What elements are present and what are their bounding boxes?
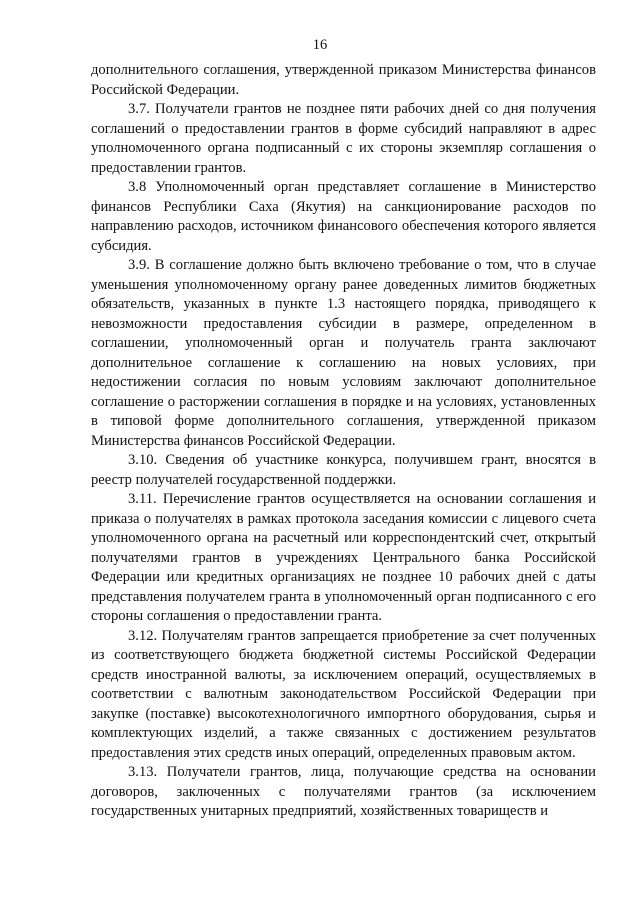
paragraph-3-8: 3.8 Уполномоченный орган представляет соглашение в Министерство финансов Республики Саха (Якутия) на санкционирование расходов по направлению расходов, источником финансового обеспечения которого является субсидия. <box>91 179 596 254</box>
page-number: 16 <box>312 37 328 53</box>
document-body <box>91 61 596 822</box>
paragraph-continuation: дополнительного соглашения, утвержденной приказом Министерства финансов Российской Федерации. <box>91 62 596 98</box>
paragraph-3-11: 3.11. Перечисление грантов осуществляется на основании соглашения и приказа о получателях в рамках протокола заседания комиссии с лицевого счета уполномоченного органа на расчетный или корреспондентский счет, открытый получателями грантов в учреждениях Центрального банка Российской Федерации или кредитных организациях не позднее 10 рабочих дней с даты представления получателем гранта в уполномоченный орган подписанного с его стороны соглашения о предоставлении гранта. <box>91 491 596 624</box>
paragraph-3-13: 3.13. Получатели грантов, лица, получающие средства на основании договоров, заключенных с получателями грантов (за исключением государственных унитарных предприятий, хозяйственных товариществ и <box>91 764 596 819</box>
paragraph-3-9: 3.9. В соглашение должно быть включено требование о том, что в случае уменьшения уполномоченному органу ранее доведенных лимитов бюджетных обязательств, указанных в пункте 1.3 настоящего порядка, приводящего к невозможности предоставления субсидии в размере, определенном в соглашении, уполномоченный орган и получатель гранта заключают дополнительное соглашение к соглашению на новых условиях, при недостижении согласия по новым условиям заключают дополнительное соглашение о расторжении соглашения в порядке и на условиях, установленных в типовой форме дополнительного соглашения, утвержденной приказом Министерства финансов Российской Федерации. <box>91 257 596 449</box>
paragraph-3-7: 3.7. Получатели грантов не позднее пяти рабочих дней со дня получения соглашений о предоставлении грантов в форме субсидий направляют в адрес уполномоченного органа подписанный с их стороны экземпляр соглашения о предоставлении грантов. <box>91 101 596 176</box>
paragraph-3-12: 3.12. Получателям грантов запрещается приобретение за счет полученных из соответствующего бюджета бюджетной системы Российской Федерации средств иностранной валюты, за исключением операций, осуществляемых в соответствии с валютным законодательством Российской Федерации при закупке (поставке) высокотехнологичного импортного оборудования, сырья и комплектующих изделий, а также связанных с достижением результатов предоставления этих средств иных операций, определенных правовым актом. <box>91 627 596 761</box>
paragraph-3-10: 3.10. Сведения об участнике конкурса, получившем грант, вносятся в реестр получателей государственной поддержки. <box>91 452 596 488</box>
